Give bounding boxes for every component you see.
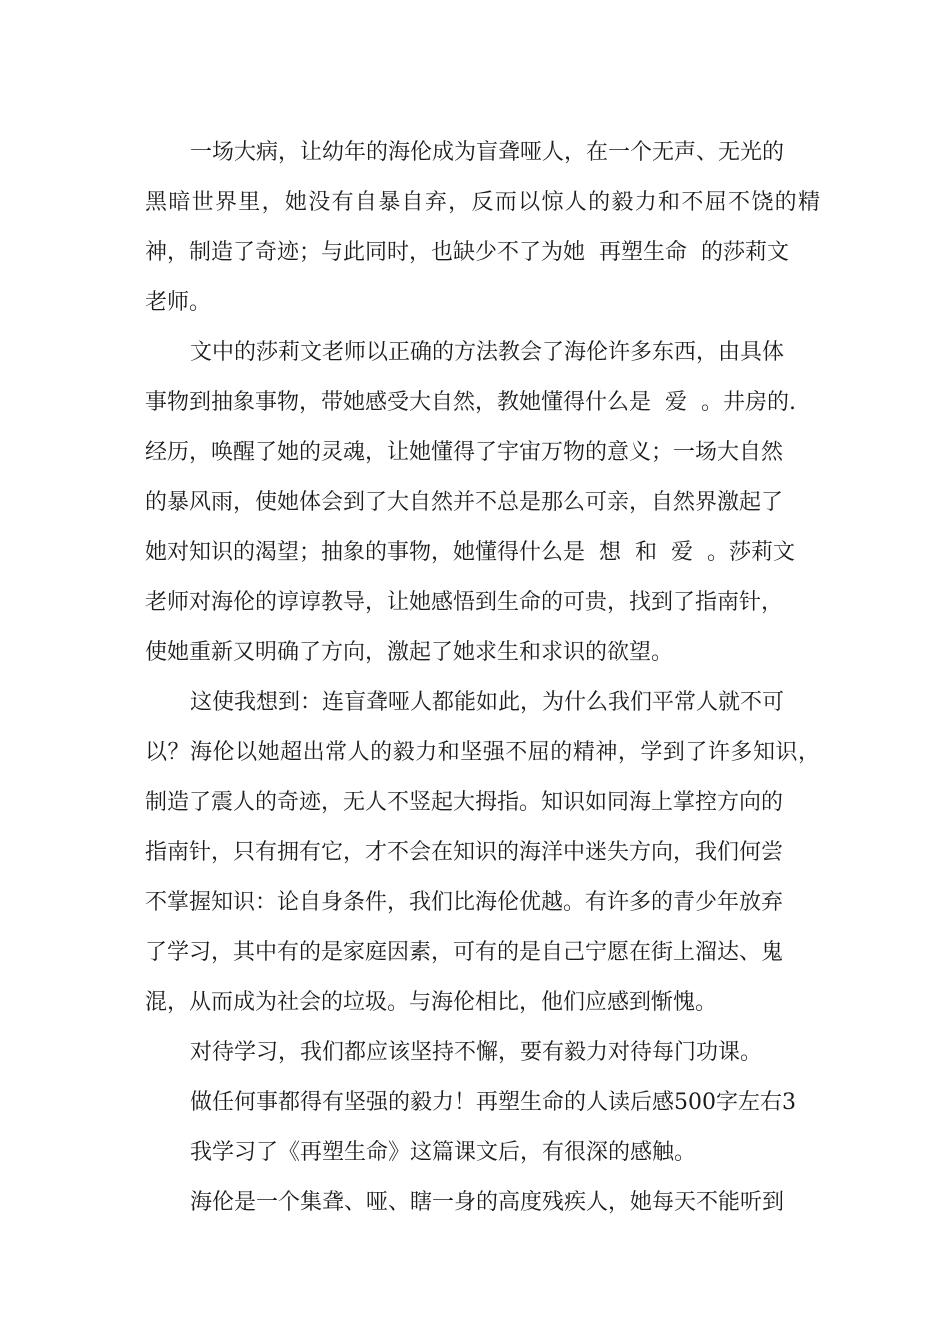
text-line: 制造了震人的奇迹，无人不竖起大拇指。知识如同海上掌控方向的 xyxy=(145,790,784,815)
text-line: 这使我想到：连盲聋哑人都能如此，为什么我们平常人就不可 xyxy=(190,690,785,715)
text-line: 以？海伦以她超出常人的毅力和坚强不屈的精神，学到了许多知识， xyxy=(145,740,820,765)
text-line: 不掌握知识：论自身条件，我们比海伦优越。有许多的青少年放弃 xyxy=(145,890,784,915)
text-line: 使她重新又明确了方向，激起了她求生和求识的欲望。 xyxy=(145,640,674,665)
text-line: 经历，唤醒了她的灵魂，让她懂得了宇宙万物的意义；一场大自然 xyxy=(145,440,784,465)
text-line: 老师对海伦的谆谆教导，让她感悟到生命的可贵，找到了指南针， xyxy=(145,590,784,615)
text-line: 我学习了《再塑生命》这篇课文后，有很深的感触。 xyxy=(190,1140,697,1165)
text-line: 老师。 xyxy=(145,290,212,315)
text-line: 做任何事都得有坚强的毅力！再塑生命的人读后感500字左右3 xyxy=(190,1090,796,1115)
text-line: 她对知识的渴望；抽象的事物，她懂得什么是 想 和 爱 。莎莉文 xyxy=(145,540,795,565)
text-line: 神，制造了奇迹；与此同时，也缺少不了为她 再塑生命 的莎莉文 xyxy=(145,240,789,265)
text-line: 指南针，只有拥有它，才不会在知识的海洋中迷失方向，我们何尝 xyxy=(145,840,784,865)
text-line: 对待学习，我们都应该坚持不懈，要有毅力对待每门功课。 xyxy=(190,1040,763,1065)
text-line: 黑暗世界里，她没有自暴自弃，反而以惊人的毅力和不屈不饶的精 xyxy=(145,190,820,215)
text-line: 的暴风雨，使她体会到了大自然并不总是那么可亲，自然界激起了 xyxy=(145,490,784,515)
text-line: 海伦是一个集聋、哑、瞎一身的高度残疾人，她每天不能听到 xyxy=(190,1190,785,1215)
text-line: 事物到抽象事物，带她感受大自然，教她懂得什么是 爱 。井房的. xyxy=(145,390,796,415)
text-line: 混，从而成为社会的垃圾。与海伦相比，他们应感到惭愧。 xyxy=(145,990,718,1015)
document-body xyxy=(145,128,820,1228)
text-line: 文中的莎莉文老师以正确的方法教会了海伦许多东西，由具体 xyxy=(190,340,785,365)
text-line: 了学习，其中有的是家庭因素，可有的是自己宁愿在街上溜达、鬼 xyxy=(145,940,784,965)
text-line: 一场大病，让幼年的海伦成为盲聋哑人，在一个无声、无光的 xyxy=(190,140,785,165)
